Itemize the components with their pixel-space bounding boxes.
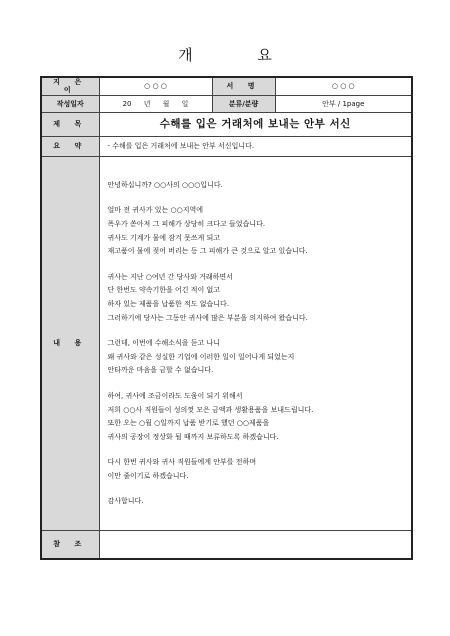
letter-paragraph [108, 271, 406, 325]
letter-paragraph [108, 179, 406, 193]
letter-paragraph [108, 456, 406, 483]
sign-label: 서 명 [212, 77, 275, 95]
document-title: 개 요 [178, 46, 302, 64]
letter-line: 그러하기에 당사는 그동안 귀사에 많은 부분을 의지하여 왔습니다. [107, 313, 308, 322]
letter-line: 폭우가 쏟아져 그 피해가 상당히 크다고 들었습니다. [107, 219, 266, 228]
author-label: 지 은 이 [41, 77, 99, 95]
letter-line: 얼마 전 귀사가 있는 ○○지역에 [107, 206, 203, 215]
letter-line: 그런데, 이번에 수해소식을 듣고 나니 [107, 339, 221, 348]
content-body [99, 156, 412, 530]
letter-line: 다시 한번 귀사와 귀사 직원들에게 안부를 전하며 [107, 458, 257, 467]
subject-value: 수해를 입은 거래처에 보내는 안부 서신 [99, 112, 412, 136]
author-value: ○ ○ ○ [99, 77, 212, 95]
letter-line: 귀사는 지난 ○여년 간 당사와 거래하면서 [107, 272, 233, 281]
letter-text [108, 179, 406, 509]
date-value: 20 년 월 일 [99, 95, 212, 112]
letter-line: 또한 오는 ○월 ○일까지 납품 받기로 했던 ○○제품을 [107, 419, 270, 428]
content-label: 내 용 [41, 156, 99, 530]
letter-line: 단 한번도 약속기한을 어긴 적이 없고 [107, 286, 221, 295]
letter-line: 재고품이 물에 젖어 버리는 등 그 피해가 큰 것으로 알고 있습니다. [107, 247, 308, 256]
date-label: 작성일자 [41, 95, 99, 112]
reference-label: 참 조 [41, 530, 99, 559]
subject-label: 제 목 [41, 112, 99, 136]
letter-line: 안녕하십니까? ○○사의 ○○○입니다. [107, 180, 223, 189]
letter-line: 귀사도 기계가 물에 잠겨 못쓰게 되고 [107, 233, 221, 242]
letter-paragraph [108, 390, 406, 444]
letter-line: 왜 귀사와 같은 성실한 기업에 이러한 일이 일어나게 되었는지 [107, 352, 295, 361]
summary-label: 요 약 [41, 136, 99, 156]
reference-value [99, 530, 412, 559]
letter-line: 저희 ○○사 직원들이 성의껏 모은 금액과 생활용품을 보내드립니다. [107, 405, 314, 414]
letter-line: 감사합니다. [107, 497, 144, 506]
overview-form [40, 76, 413, 560]
letter-line: 안타까운 마음을 금할 수 없습니다. [107, 366, 214, 375]
category-label: 분류/분량 [212, 95, 275, 112]
letter-line: 하여, 귀사에 조금이라도 도움이 되기 위해서 [107, 391, 243, 400]
letter-line: 하자 있는 제품을 납품한 적도 없습니다. [107, 299, 230, 308]
letter-line: 귀사의 공장이 정상화 될 때까지 보류하도록 하겠습니다. [107, 432, 279, 441]
letter-paragraph [108, 337, 406, 378]
letter-paragraph [108, 204, 406, 258]
letter-paragraph [108, 495, 406, 509]
letter-line: 이만 줄이기로 하겠습니다. [107, 471, 189, 480]
category-value: 안부 / 1page [275, 95, 412, 112]
summary-value: - 수해를 입은 거래처에 보내는 안부 서신입니다. [99, 136, 412, 156]
sign-value: ○ ○ ○ [275, 77, 412, 95]
